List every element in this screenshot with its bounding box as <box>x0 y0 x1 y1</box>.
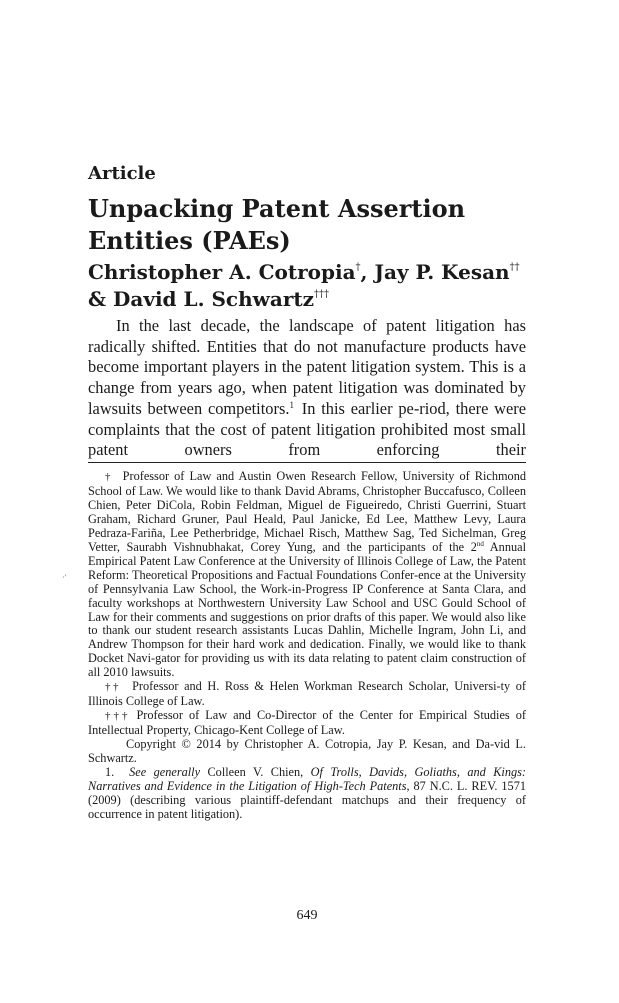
citation-author: Colleen V. Chien, <box>207 765 304 780</box>
footnote-1 <box>88 766 526 822</box>
author-mark-dagger: † <box>355 262 361 273</box>
footnote-mark: ††† <box>105 710 131 723</box>
author-line <box>88 259 528 313</box>
citation-title: Of Trolls, Davids, Goliaths, and Kings: Narratives and Evidence in the Litigation of High-Tech Patents <box>88 765 527 793</box>
footnote-text: Professor of Law and Austin Owen Research Fellow, University of Richmond School of Law. We would like to thank David Abrams, Christopher Buccafusco, Colleen Chien, Peter DiCola, Robin Feldman, Miguel de Figueiredo, Christi Guerrini, Stuart Graham, Richard Gruner, Paul Heald, Paul Janicke, Ed Lee, Matthew Levy, Laura Pedraza-Fariña, Lee Petherbridge, Michael Risch, Matthew Sag, Ted Sichelman, Greg Vetter, Saurabh Vishnubhakat, Corey Yung, and the participants of the 2 <box>88 469 526 554</box>
footnote-dagger <box>88 470 526 680</box>
footnote-text: Professor and H. Ross & Helen Workman Research Scholar, Universi-ty of Illinois College of Law. <box>88 679 526 709</box>
author-separator: & <box>88 287 114 311</box>
footnote-mark: † <box>105 471 113 483</box>
footnote-reference[interactable]: 1 <box>289 399 294 410</box>
footnote-number: 1. <box>105 765 115 780</box>
article-title: Unpacking Patent Assertion Entities (PAEs) <box>88 194 466 255</box>
footnote-double-dagger <box>88 680 526 709</box>
body-text-part2: In this earlier pe-riod, there were complaints that the cost of patent litigation prohibited most small patent owners from enforcing their <box>88 398 526 460</box>
copyright-text: Copyright © 2014 by Christopher A. Cotropia, Jay P. Kesan, and Da-vid L. Schwartz. <box>88 737 526 766</box>
scan-artifact-mark: ·' <box>62 573 67 582</box>
author-mark-double-dagger: †† <box>509 262 520 273</box>
footnote-mark: †† <box>105 681 121 694</box>
author-separator: , <box>360 260 375 284</box>
footnote-text: Professor of Law and Co-Director of the Center for Empirical Studies of Intellectual Property, Chicago-Kent College of Law. <box>88 708 526 738</box>
footnote-divider <box>88 462 526 463</box>
journal-page <box>88 0 526 1003</box>
citation-signal: See generally <box>129 765 201 780</box>
ordinal-superscript: nd <box>476 539 484 548</box>
page-number: 649 <box>296 908 318 923</box>
author-schwartz: David L. Schwartz <box>113 287 314 311</box>
footnotes <box>88 470 526 822</box>
author-cotropia: Christopher A. Cotropia <box>88 260 356 284</box>
body-text-part1: In the last decade, the landscape of patent litigation has radically shifted. Entities that do not manufacture products have become important players in the patent litigation system. This is a change from years ago, when patent litigation was dominated by lawsuits between competitors. <box>88 316 526 418</box>
footnote-triple-dagger <box>88 709 526 738</box>
section-label: Article <box>88 163 156 184</box>
body-paragraph <box>88 316 526 461</box>
citation-details: , 87 N.C. L. REV. 1571 (2009) (describing various plaintiff-defendant matchups and their frequency of occurrence in patent litigation). <box>88 778 526 821</box>
author-mark-triple-dagger: ††† <box>313 289 329 300</box>
author-kesan: Jay P. Kesan <box>374 260 510 284</box>
copyright-notice <box>88 738 526 766</box>
footnote-text-continued: Annual Empirical Patent Law Conference at the University of Illinois College of Law, the Patent Reform: Theoretical Propositions and Factual Foundations Confer-ence at the University of Pennsylvania Law School, the Work-in-Progress IP Conference at Santa Clara, and faculty workshops at Northwestern University Law School and USC Gould School of Law for their comments and suggestions on prior drafts of this paper. We would also like to thank our student research assistants Lucas Dahlin, Michelle Ingram, John Li, and Andrew Thompson for their hard work and dedication. Finally, we would like to thank Docket Navi-gator for providing us with its data relating to patent claim construction of all 2010 lawsuits. <box>88 539 526 680</box>
